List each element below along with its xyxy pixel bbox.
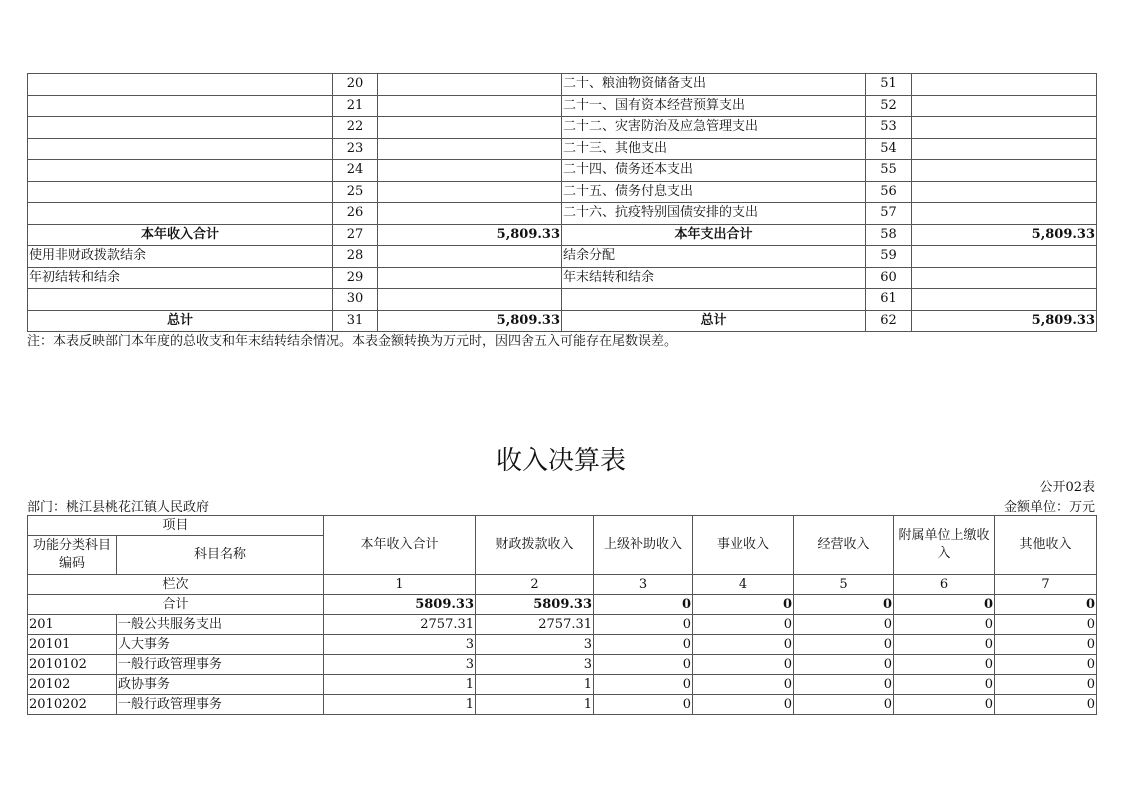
income-line-no: 22 — [333, 117, 378, 139]
subject-name: 政协事务 — [117, 675, 324, 695]
income-amount — [378, 203, 562, 225]
amount-cell: 0 — [894, 675, 995, 695]
expense-amount: 5,809.33 — [912, 310, 1097, 332]
subject-name: 一般行政管理事务 — [117, 655, 324, 675]
expense-amount — [912, 246, 1097, 268]
expense-item: 总计 — [562, 310, 866, 332]
header-column-index: 栏次 — [28, 575, 324, 595]
expense-amount — [912, 203, 1097, 225]
amount-cell: 0 — [794, 615, 894, 635]
summary-row — [28, 117, 1097, 139]
expense-line-no: 53 — [866, 117, 912, 139]
income-item — [28, 181, 333, 203]
expense-item: 二十、粮油物资储备支出 — [562, 74, 866, 96]
amount-cell: 3 — [476, 635, 594, 655]
expense-amount — [912, 138, 1097, 160]
table-row — [28, 655, 1097, 675]
total-value: 0 — [693, 595, 794, 615]
income-line-no: 31 — [333, 310, 378, 332]
total-value: 0 — [594, 595, 693, 615]
amount-cell: 0 — [995, 655, 1097, 675]
income-item: 年初结转和结余 — [28, 267, 333, 289]
income-line-no: 29 — [333, 267, 378, 289]
amount-cell: 0 — [693, 675, 794, 695]
column-number: 5 — [794, 575, 894, 595]
summary-row — [28, 267, 1097, 289]
income-amount — [378, 95, 562, 117]
amount-cell: 2757.31 — [324, 615, 476, 635]
expense-item: 二十五、债务付息支出 — [562, 181, 866, 203]
income-line-no: 26 — [333, 203, 378, 225]
header-affiliated: 附属单位上缴收入 — [894, 516, 995, 575]
income-item — [28, 95, 333, 117]
income-amount — [378, 246, 562, 268]
expense-item: 二十三、其他支出 — [562, 138, 866, 160]
summary-row — [28, 138, 1097, 160]
column-number: 4 — [693, 575, 794, 595]
amount-cell: 0 — [794, 655, 894, 675]
amount-cell: 0 — [594, 635, 693, 655]
amount-cell: 0 — [894, 655, 995, 675]
summary-row — [28, 310, 1097, 332]
expense-line-no: 60 — [866, 267, 912, 289]
expense-amount — [912, 95, 1097, 117]
income-line-no: 23 — [333, 138, 378, 160]
column-number: 7 — [995, 575, 1097, 595]
func-code: 20102 — [28, 675, 117, 695]
amount-cell: 0 — [995, 635, 1097, 655]
subject-name: 人大事务 — [117, 635, 324, 655]
expense-amount — [912, 289, 1097, 311]
total-value: 0 — [794, 595, 894, 615]
column-number: 3 — [594, 575, 693, 595]
income-amount — [378, 289, 562, 311]
expense-line-no: 55 — [866, 160, 912, 182]
header-item: 项目 — [28, 516, 324, 536]
income-statement-table — [27, 515, 1097, 715]
amount-cell: 0 — [594, 615, 693, 635]
amount-cell: 0 — [894, 615, 995, 635]
column-number: 1 — [324, 575, 476, 595]
table-row — [28, 615, 1097, 635]
income-amount — [378, 160, 562, 182]
income-line-no: 20 — [333, 74, 378, 96]
expense-line-no: 52 — [866, 95, 912, 117]
expense-amount: 5,809.33 — [912, 224, 1097, 246]
amount-cell: 0 — [594, 675, 693, 695]
header-business: 事业收入 — [693, 516, 794, 575]
expense-item: 本年支出合计 — [562, 224, 866, 246]
amount-cell: 0 — [995, 615, 1097, 635]
page-title: 收入决算表 — [495, 446, 626, 476]
amount-cell: 0 — [794, 635, 894, 655]
expense-line-no: 61 — [866, 289, 912, 311]
expense-item: 年末结转和结余 — [562, 267, 866, 289]
func-code: 2010102 — [28, 655, 117, 675]
summary-row — [28, 203, 1097, 225]
func-code: 2010202 — [28, 695, 117, 715]
func-code: 20101 — [28, 635, 117, 655]
total-row-label: 合计 — [28, 595, 324, 615]
table-note: 注：本表反映部门本年度的总收支和年末结转结余情况。本表金额转换为万元时，因四舍五入可能存在尾数误差。 — [27, 334, 678, 349]
expense-line-no: 57 — [866, 203, 912, 225]
amount-cell: 0 — [594, 655, 693, 675]
income-line-no: 30 — [333, 289, 378, 311]
income-amount — [378, 267, 562, 289]
subject-name: 一般公共服务支出 — [117, 615, 324, 635]
amount-cell: 1 — [324, 695, 476, 715]
header-func-code: 功能分类科目编码 — [28, 536, 117, 575]
amount-unit-label: 金额单位：万元 — [1003, 500, 1095, 515]
amount-cell: 0 — [894, 635, 995, 655]
expense-amount — [912, 74, 1097, 96]
header-subject-name: 科目名称 — [117, 536, 324, 575]
income-item — [28, 117, 333, 139]
expense-line-no: 58 — [866, 224, 912, 246]
income-line-no: 24 — [333, 160, 378, 182]
amount-cell: 1 — [476, 695, 594, 715]
income-item — [28, 203, 333, 225]
column-number: 2 — [476, 575, 594, 595]
expense-line-no: 51 — [866, 74, 912, 96]
income-line-no: 27 — [333, 224, 378, 246]
expense-item: 二十六、抗疫特别国债安排的支出 — [562, 203, 866, 225]
amount-cell: 0 — [794, 695, 894, 715]
income-line-no: 28 — [333, 246, 378, 268]
table-row — [28, 695, 1097, 715]
subject-name: 一般行政管理事务 — [117, 695, 324, 715]
amount-cell: 2757.31 — [476, 615, 594, 635]
income-item — [28, 74, 333, 96]
expense-line-no: 56 — [866, 181, 912, 203]
expense-line-no: 59 — [866, 246, 912, 268]
summary-row — [28, 246, 1097, 268]
amount-cell: 0 — [794, 675, 894, 695]
amount-cell: 1 — [324, 675, 476, 695]
amount-cell: 0 — [995, 675, 1097, 695]
income-item: 使用非财政拨款结余 — [28, 246, 333, 268]
income-item — [28, 289, 333, 311]
header-superior: 上级补助收入 — [594, 516, 693, 575]
expense-item: 结余分配 — [562, 246, 866, 268]
expense-item — [562, 289, 866, 311]
amount-cell: 0 — [693, 695, 794, 715]
func-code: 201 — [28, 615, 117, 635]
expense-item: 二十一、国有资本经营预算支出 — [562, 95, 866, 117]
income-amount: 5,809.33 — [378, 310, 562, 332]
header-total: 本年收入合计 — [324, 516, 476, 575]
income-item — [28, 138, 333, 160]
summary-row — [28, 224, 1097, 246]
income-amount — [378, 181, 562, 203]
expense-amount — [912, 267, 1097, 289]
summary-row — [28, 181, 1097, 203]
amount-cell: 0 — [693, 635, 794, 655]
amount-cell: 1 — [476, 675, 594, 695]
table-row — [28, 675, 1097, 695]
expense-item: 二十二、灾害防治及应急管理支出 — [562, 117, 866, 139]
income-item: 总计 — [28, 310, 333, 332]
summary-row — [28, 160, 1097, 182]
income-line-no: 21 — [333, 95, 378, 117]
table-code: 公开02表 — [1039, 480, 1095, 495]
income-amount: 5,809.33 — [378, 224, 562, 246]
amount-cell: 0 — [594, 695, 693, 715]
department-label: 部门：桃江县桃花江镇人民政府 — [27, 500, 210, 515]
expense-line-no: 54 — [866, 138, 912, 160]
total-value: 0 — [995, 595, 1097, 615]
amount-cell: 0 — [693, 655, 794, 675]
summary-row — [28, 289, 1097, 311]
income-item — [28, 160, 333, 182]
expense-amount — [912, 117, 1097, 139]
header-fiscal: 财政拨款收入 — [476, 516, 594, 575]
header-operating: 经营收入 — [794, 516, 894, 575]
amount-cell: 3 — [324, 655, 476, 675]
header-other: 其他收入 — [995, 516, 1097, 575]
amount-cell: 0 — [894, 695, 995, 715]
expense-amount — [912, 181, 1097, 203]
income-line-no: 25 — [333, 181, 378, 203]
table-row — [28, 635, 1097, 655]
income-expense-summary-table — [27, 73, 1097, 332]
amount-cell: 0 — [995, 695, 1097, 715]
total-value: 5809.33 — [476, 595, 594, 615]
total-value: 0 — [894, 595, 995, 615]
amount-cell: 3 — [324, 635, 476, 655]
income-amount — [378, 117, 562, 139]
income-amount — [378, 138, 562, 160]
summary-row — [28, 74, 1097, 96]
income-amount — [378, 74, 562, 96]
expense-line-no: 62 — [866, 310, 912, 332]
income-item: 本年收入合计 — [28, 224, 333, 246]
expense-item: 二十四、债务还本支出 — [562, 160, 866, 182]
amount-cell: 0 — [693, 615, 794, 635]
amount-cell: 3 — [476, 655, 594, 675]
summary-row — [28, 95, 1097, 117]
column-number: 6 — [894, 575, 995, 595]
expense-amount — [912, 160, 1097, 182]
total-value: 5809.33 — [324, 595, 476, 615]
